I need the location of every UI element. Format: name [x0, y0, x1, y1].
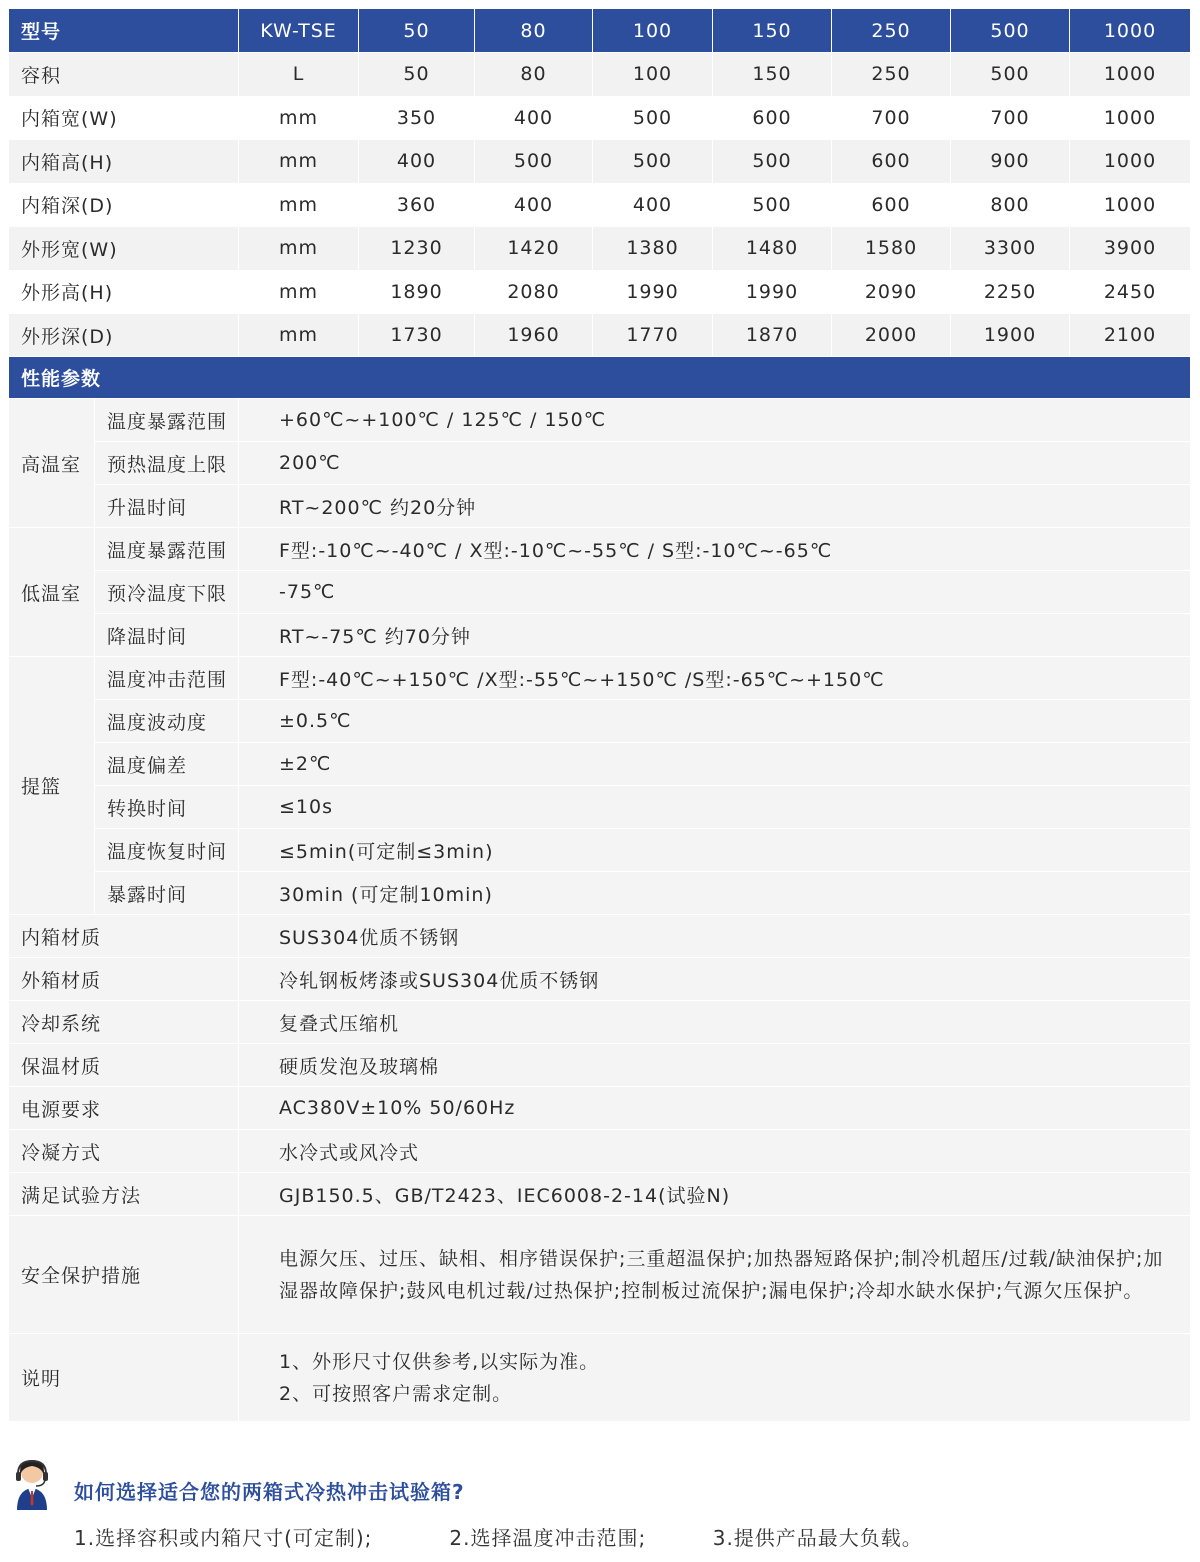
spec-value-cell: 1000: [1070, 140, 1191, 184]
perf-param-label: 预热温度上限: [95, 442, 239, 485]
spec-header-row: [9, 9, 1191, 53]
perf-param-value: SUS304优质不锈钢: [239, 915, 1191, 958]
spec-value-cell: 1990: [593, 270, 713, 314]
perf-row: [9, 614, 1191, 657]
spec-value-cell: 1380: [593, 227, 713, 271]
perf-param-value: ≤10s: [239, 786, 1191, 829]
spec-value-cell: 1000: [1070, 183, 1191, 227]
spec-value-cell: 900: [951, 140, 1070, 184]
model-header-cell: 80: [475, 9, 593, 53]
perf-param-value: 200℃: [239, 442, 1191, 485]
spec-value-cell: 400: [593, 183, 713, 227]
note-line: 2、可按照客户需求定制。: [279, 1382, 513, 1405]
perf-param-label: 冷凝方式: [9, 1130, 239, 1173]
perf-group-label: 高温室: [9, 399, 95, 528]
spec-value-cell: 700: [832, 96, 951, 140]
perf-param-value: 冷轧钢板烤漆或SUS304优质不锈钢: [239, 958, 1191, 1001]
perf-param-label: 降温时间: [95, 614, 239, 657]
spec-unit-cell: mm: [239, 140, 359, 184]
perf-param-value: GJB150.5、GB/T2423、IEC6008-2-14(试验N): [239, 1173, 1191, 1216]
perf-param-label: 升温时间: [95, 485, 239, 528]
perf-param-label: 预冷温度下限: [95, 571, 239, 614]
spec-row: [9, 53, 1191, 97]
spec-value-cell: 1870: [713, 314, 832, 358]
spec-value-cell: 1480: [713, 227, 832, 271]
selection-steps: [74, 1522, 923, 1551]
perf-row: [9, 915, 1191, 958]
perf-param-label: 温度暴露范围: [95, 399, 239, 442]
perf-param-label: 温度冲击范围: [95, 657, 239, 700]
model-header-cell: 150: [713, 9, 832, 53]
perf-group-label: 提篮: [9, 657, 95, 915]
section-title: 性能参数: [9, 357, 1191, 399]
spec-row: [9, 96, 1191, 140]
perf-param-label: 转换时间: [95, 786, 239, 829]
perf-row: [9, 700, 1191, 743]
perf-param-value: ±0.5℃: [239, 700, 1191, 743]
perf-param-label: 内箱材质: [9, 915, 239, 958]
spec-value-cell: 1730: [359, 314, 475, 358]
spec-value-cell: 250: [832, 53, 951, 97]
spec-value-cell: 400: [475, 183, 593, 227]
spec-unit-cell: mm: [239, 96, 359, 140]
spec-row: [9, 227, 1191, 271]
spec-value-cell: 3900: [1070, 227, 1191, 271]
spec-value-cell: 1960: [475, 314, 593, 358]
spec-table: [8, 8, 1191, 358]
spec-value-cell: 1000: [1070, 96, 1191, 140]
perf-row: [9, 485, 1191, 528]
spec-value-cell: 600: [832, 183, 951, 227]
spec-row-label: 容积: [9, 53, 239, 97]
spec-value-cell: 350: [359, 96, 475, 140]
notes-label: 说明: [9, 1334, 239, 1422]
perf-param-label: 温度恢复时间: [95, 829, 239, 872]
spec-value-cell: 2100: [1070, 314, 1191, 358]
spec-value-cell: 500: [593, 96, 713, 140]
model-label: 型号: [9, 9, 239, 53]
model-header-cell: KW-TSE: [239, 9, 359, 53]
spec-value-cell: 2450: [1070, 270, 1191, 314]
spec-value-cell: 1900: [951, 314, 1070, 358]
model-header-cell: 50: [359, 9, 475, 53]
perf-param-value: 硬质发泡及玻璃棉: [239, 1044, 1191, 1087]
perf-row: [9, 399, 1191, 442]
faq-question: 如何选择适合您的两箱式冷热冲击试验箱?: [74, 1480, 465, 1504]
spec-value-cell: 1770: [593, 314, 713, 358]
safety-label: 安全保护措施: [9, 1216, 239, 1334]
perf-row: [9, 571, 1191, 614]
spec-value-cell: 500: [593, 140, 713, 184]
perf-row: [9, 442, 1191, 485]
spec-value-cell: 3300: [951, 227, 1070, 271]
perf-row: [9, 1001, 1191, 1044]
spec-value-cell: 1420: [475, 227, 593, 271]
spec-value-cell: 400: [359, 140, 475, 184]
perf-param-label: 温度暴露范围: [95, 528, 239, 571]
perf-row: [9, 1130, 1191, 1173]
model-header-cell: 500: [951, 9, 1070, 53]
spec-value-cell: 2250: [951, 270, 1070, 314]
safety-row: [9, 1216, 1191, 1334]
perf-param-label: 外箱材质: [9, 958, 239, 1001]
perf-row: [9, 1173, 1191, 1216]
spec-value-cell: 500: [951, 53, 1070, 97]
perf-row: [9, 528, 1191, 571]
perf-param-value: 水冷式或风冷式: [239, 1130, 1191, 1173]
note-line: 1、外形尺寸仅供参考,以实际为准。: [279, 1350, 600, 1373]
perf-row: [9, 1044, 1191, 1087]
spec-value-cell: 1580: [832, 227, 951, 271]
model-header-cell: 250: [832, 9, 951, 53]
spec-value-cell: 700: [951, 96, 1070, 140]
spec-value-cell: 1000: [1070, 53, 1191, 97]
perf-param-value: RT~200℃ 约20分钟: [239, 485, 1191, 528]
spec-unit-cell: mm: [239, 227, 359, 271]
model-header-cell: 100: [593, 9, 713, 53]
step-1: 1.选择容积或内箱尺寸(可定制);: [74, 1526, 373, 1550]
spec-value-cell: 500: [713, 183, 832, 227]
spec-value-cell: 100: [593, 53, 713, 97]
spec-row: [9, 270, 1191, 314]
perf-param-label: 保温材质: [9, 1044, 239, 1087]
perf-param-label: 温度偏差: [95, 743, 239, 786]
perf-param-label: 满足试验方法: [9, 1173, 239, 1216]
spec-row-label: 内箱宽(W): [9, 96, 239, 140]
customer-service-icon: [14, 1458, 50, 1510]
spec-unit-cell: mm: [239, 270, 359, 314]
perf-param-value: F型:-40℃~+150℃ /X型:-55℃~+150℃ /S型:-65℃~+150℃: [239, 657, 1191, 700]
perf-row: [9, 872, 1191, 915]
perf-param-value: AC380V±10% 50/60Hz: [239, 1087, 1191, 1130]
spec-value-cell: 50: [359, 53, 475, 97]
spec-row: [9, 183, 1191, 227]
perf-param-value: +60℃~+100℃ / 125℃ / 150℃: [239, 399, 1191, 442]
spec-unit-cell: mm: [239, 314, 359, 358]
spec-value-cell: 600: [713, 96, 832, 140]
perf-row: [9, 657, 1191, 700]
spec-row-label: 外形深(D): [9, 314, 239, 358]
spec-value-cell: 2080: [475, 270, 593, 314]
perf-param-label: 温度波动度: [95, 700, 239, 743]
perf-param-value: 复叠式压缩机: [239, 1001, 1191, 1044]
model-header-cell: 1000: [1070, 9, 1191, 53]
perf-param-value: ±2℃: [239, 743, 1191, 786]
perf-row: [9, 1087, 1191, 1130]
perf-row: [9, 743, 1191, 786]
spec-value-cell: 2000: [832, 314, 951, 358]
perf-param-value: RT~-75℃ 约70分钟: [239, 614, 1191, 657]
spec-value-cell: 400: [475, 96, 593, 140]
perf-row: [9, 786, 1191, 829]
spec-value-cell: 500: [713, 140, 832, 184]
perf-param-value: F型:-10℃~-40℃ / X型:-10℃~-55℃ / S型:-10℃~-65℃: [239, 528, 1191, 571]
spec-value-cell: 80: [475, 53, 593, 97]
spec-row: [9, 314, 1191, 358]
spec-row-label: 内箱高(H): [9, 140, 239, 184]
perf-param-label: 冷却系统: [9, 1001, 239, 1044]
spec-value-cell: 150: [713, 53, 832, 97]
perf-param-label: 电源要求: [9, 1087, 239, 1130]
perf-param-value: ≤5min(可定制≤3min): [239, 829, 1191, 872]
perf-param-label: 暴露时间: [95, 872, 239, 915]
spec-unit-cell: L: [239, 53, 359, 97]
perf-param-value: -75℃: [239, 571, 1191, 614]
perf-param-value: 30min (可定制10min): [239, 872, 1191, 915]
notes-row: [9, 1334, 1191, 1422]
perf-row: [9, 958, 1191, 1001]
step-3: 3.提供产品最大负载。: [712, 1526, 923, 1550]
spec-value-cell: 2090: [832, 270, 951, 314]
spec-value-cell: 1990: [713, 270, 832, 314]
spec-value-cell: 600: [832, 140, 951, 184]
spec-row: [9, 140, 1191, 184]
step-2: 2.选择温度冲击范围;: [449, 1526, 647, 1550]
notes-cell: [239, 1334, 1191, 1422]
spec-value-cell: 360: [359, 183, 475, 227]
section-header-row: [9, 357, 1191, 399]
spec-unit-cell: mm: [239, 183, 359, 227]
spec-row-label: 外形宽(W): [9, 227, 239, 271]
spec-value-cell: 500: [475, 140, 593, 184]
spec-row-label: 外形高(H): [9, 270, 239, 314]
performance-table: [8, 356, 1191, 1422]
spec-value-cell: 1890: [359, 270, 475, 314]
spec-value-cell: 1230: [359, 227, 475, 271]
spec-value-cell: 800: [951, 183, 1070, 227]
spec-row-label: 内箱深(D): [9, 183, 239, 227]
perf-row: [9, 829, 1191, 872]
safety-text: 电源欠压、过压、缺相、相序错误保护;三重超温保护;加热器短路保护;制冷机超压/过载/缺油保护;加湿器故障保护;鼓风电机过载/过热保护;控制板过流保护;漏电保护;冷却水缺水保护;气源欠压保护。: [239, 1216, 1191, 1334]
perf-group-label: 低温室: [9, 528, 95, 657]
